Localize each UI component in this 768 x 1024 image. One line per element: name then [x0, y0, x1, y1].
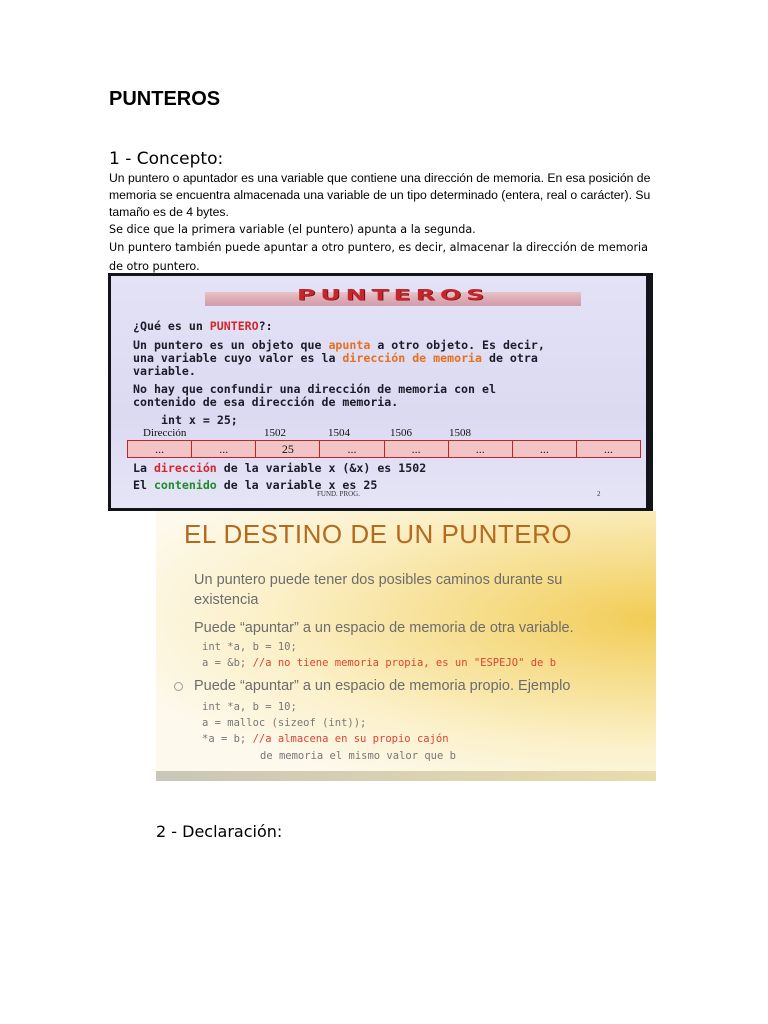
address-1508: 1508: [449, 427, 471, 439]
memory-cell: ...: [513, 441, 577, 457]
memory-cell: ...: [385, 441, 449, 457]
section-heading-concepto: 1 - Concepto:: [109, 149, 224, 169]
slide-line-5: contenido de esa dirección de memoria.: [133, 395, 399, 409]
slide-way-2: Puede “apuntar” a un espacio de memoria propio. Ejemplo: [194, 678, 571, 694]
slide-intro-line-1: Un puntero puede tener dos posibles caminos durante su: [194, 572, 563, 588]
slide-question: ¿Qué es un PUNTERO?:: [133, 319, 273, 333]
slide-intro-line-2: existencia: [194, 592, 259, 608]
code-line-2: a = &b; //a no tiene memoria propia, es un "ESPEJO" de b: [202, 657, 557, 669]
slide-title: EL DESTINO DE UN PUNTERO: [184, 519, 573, 549]
address-label: Dirección: [143, 427, 187, 439]
code-line-4: a = malloc (sizeof (int));: [202, 717, 367, 729]
slide-line-4: No hay que confundir una dirección de memoria con el: [133, 382, 496, 396]
page-title: PUNTEROS: [109, 88, 221, 110]
slide-way-1: Puede “apuntar” a un espacio de memoria de otra variable.: [194, 620, 574, 636]
slide-que-es-un-puntero: [108, 273, 653, 511]
slide-bottom-strip: [156, 771, 656, 781]
slide-logo-punteros: PUNTEROS: [296, 285, 490, 304]
slide-destino-puntero: [156, 511, 656, 781]
memory-cell: ...: [603, 442, 613, 456]
slide-line-1: Un puntero es un objeto que apunta a otro objeto. Es decir,: [133, 338, 545, 352]
slide-direccion-line: La dirección de la variable x (&x) es 1502: [133, 461, 427, 475]
slide-line-2: una variable cuyo valor es la dirección de memoria de otra: [133, 351, 538, 365]
slide-code-int-x: int x = 25;: [161, 413, 238, 427]
paragraph-pointer-to-pointer: Un puntero también puede apuntar a otro puntero, es decir, almacenar la dirección de memoria de otro puntero.: [109, 241, 649, 273]
code-line-5: *a = b; //a almacena en su propio cajón: [202, 733, 449, 745]
address-1504: 1504: [328, 427, 350, 439]
memory-cell: ...: [128, 441, 192, 457]
memory-cell: ...: [449, 441, 513, 457]
slide-contenido-line: El contenido de la variable x es 25: [133, 478, 378, 492]
paragraph-points-to: Se dice que la primera variable (el puntero) apunta a la segunda.: [109, 223, 476, 236]
slide-footer: FUND. PROG.: [317, 490, 360, 498]
code-line-1: int *a, b = 10;: [202, 641, 297, 653]
code-line-3: int *a, b = 10;: [202, 701, 297, 713]
slide-page-number: 2: [597, 490, 601, 498]
address-1502: 1502: [264, 427, 286, 439]
memory-cell: ...: [192, 441, 256, 457]
memory-cell: ...: [320, 441, 384, 457]
section-heading-declaracion: 2 - Declaración:: [156, 822, 283, 841]
code-line-6: de memoria el mismo valor que b: [260, 750, 456, 762]
memory-cell-x: 25: [256, 441, 320, 457]
slide-line-3: variable.: [133, 364, 196, 378]
address-1506: 1506: [390, 427, 412, 439]
memory-row: [127, 440, 641, 458]
bullet-circle-icon: [174, 682, 183, 691]
paragraph-definition: Un puntero o apuntador es una variable que contiene una dirección de memoria. En esa posición de memoria se encuentra almacenada una variable de un tipo determinado (entera, real o carácter). Su tamaño es de 4 bytes.: [109, 171, 651, 219]
